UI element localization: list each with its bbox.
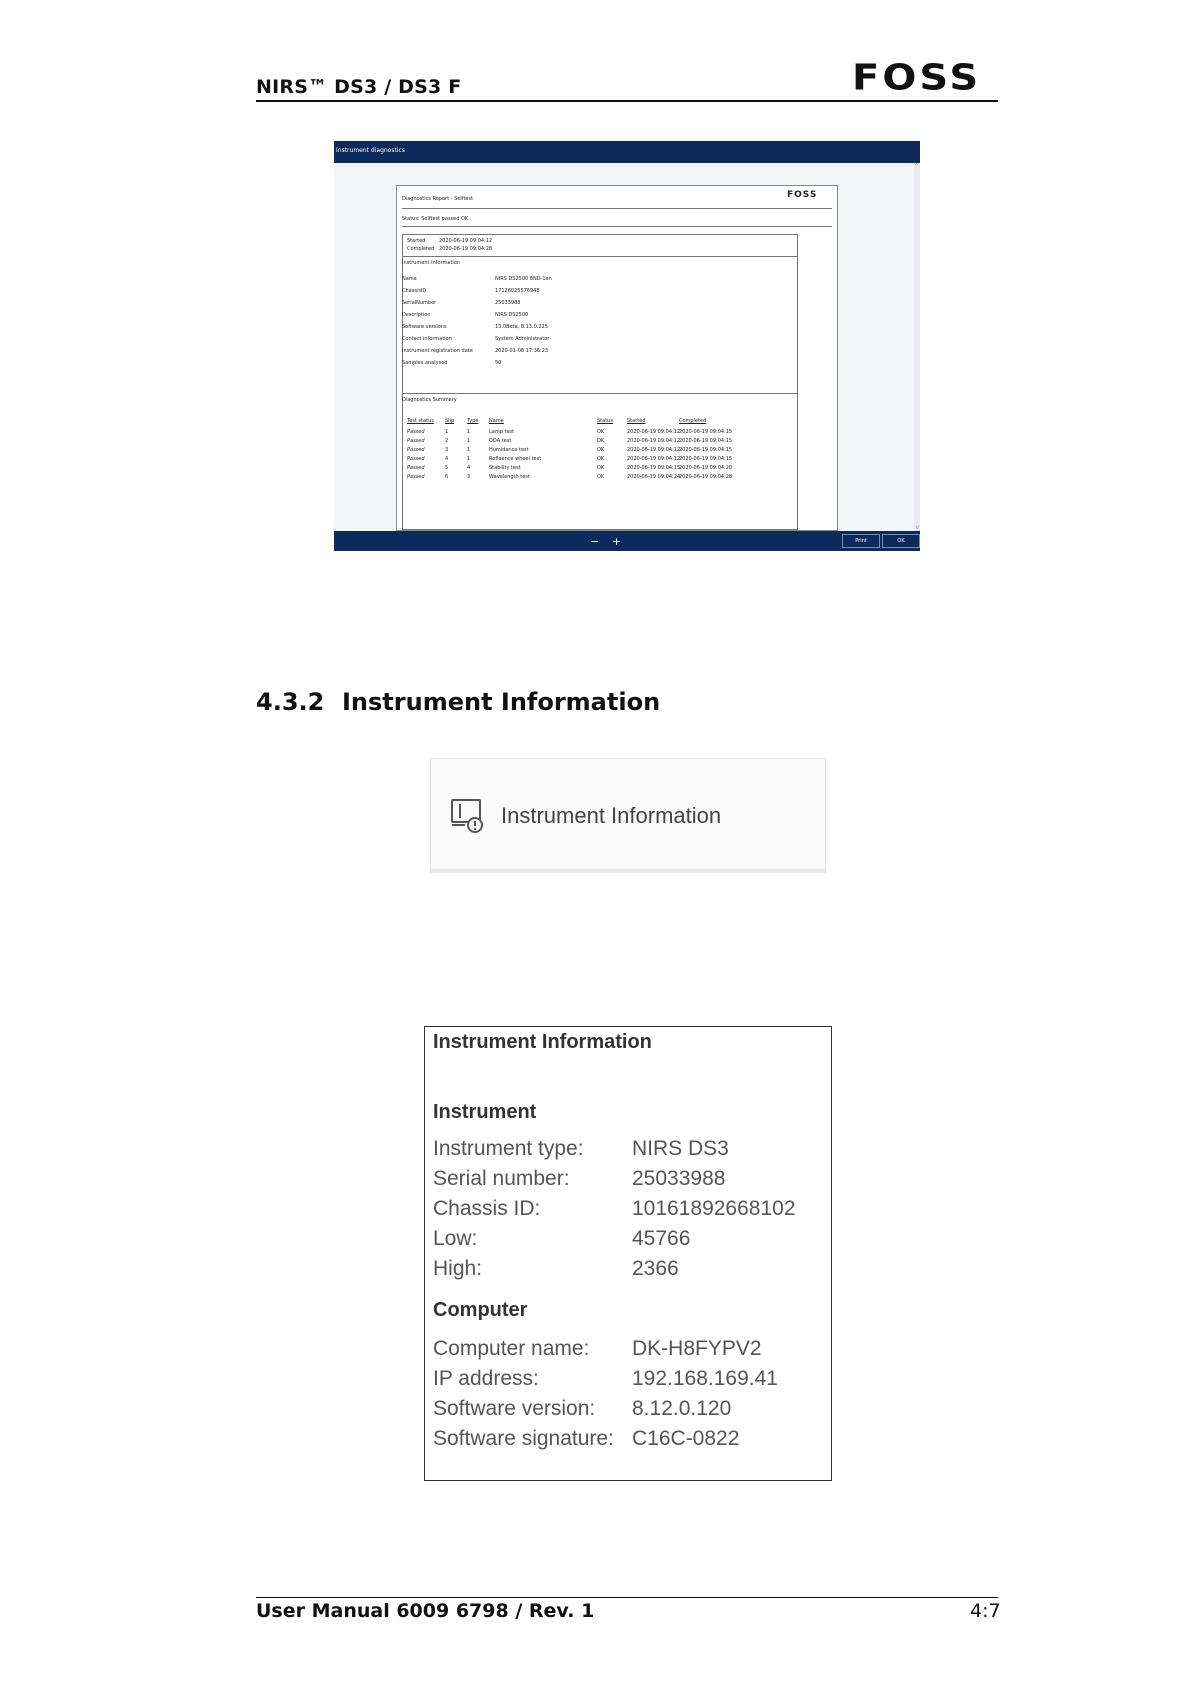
- report-divider: [402, 208, 832, 209]
- footer-page-number: 4:7: [970, 1600, 1001, 1622]
- zoom-out-icon[interactable]: −: [590, 535, 600, 548]
- info-row-value: DK-H8FYPV2: [632, 1337, 762, 1360]
- report-summary-cell: Passed: [407, 465, 425, 471]
- report-summary-cell: 1: [467, 447, 471, 453]
- report-summary-cell: OK: [597, 429, 605, 435]
- report-summary-cell: 2020-06-19 09:04:15: [679, 438, 733, 444]
- diagnostics-title-bar: [334, 141, 920, 163]
- report-summary-cell: Stability test: [489, 465, 521, 471]
- report-summary-header: Started: [627, 418, 646, 424]
- report-info-key: Name: [402, 276, 417, 282]
- running-header-title: NIRS™ DS3 / DS3 F: [256, 76, 462, 98]
- footer-manual-id: User Manual 6009 6798 / Rev. 1: [256, 1600, 595, 1622]
- report-summary-cell: 2020-06-19 09:04:24: [627, 474, 681, 480]
- foss-logo: FOSS: [852, 57, 982, 99]
- scroll-down-icon[interactable]: v: [915, 524, 919, 531]
- report-summary-cell: 6: [445, 474, 449, 480]
- report-summary-cell: 2: [445, 438, 449, 444]
- report-summary-cell: OK: [597, 456, 605, 462]
- report-summary-cell: 2020-06-19 09:04:12: [627, 456, 681, 462]
- report-summary-cell: 2020-06-19 09:04:12: [627, 429, 681, 435]
- report-info-value: 17126025576948: [495, 288, 540, 294]
- info-row-label: Low:: [433, 1227, 478, 1250]
- info-row-value: 25033988: [632, 1167, 726, 1190]
- report-summary-header: Test status: [407, 418, 434, 424]
- info-row-label: Software signature:: [433, 1427, 614, 1450]
- report-summary-cell: OK: [597, 474, 605, 480]
- report-summary-cell: 3: [467, 474, 471, 480]
- zoom-in-icon[interactable]: +: [612, 535, 622, 548]
- report-info-key: ChassisID: [402, 288, 427, 294]
- instrument-information-button-label: Instrument Information: [501, 803, 722, 828]
- info-row-label: High:: [433, 1257, 483, 1280]
- report-info-value: 2020-01-08 17:36:23: [495, 348, 549, 354]
- report-summary-cell: OK: [597, 438, 605, 444]
- info-row-value: 192.168.169.41: [632, 1367, 778, 1390]
- report-info-heading: Instrument Information: [402, 260, 461, 266]
- diagnostics-window-title: Instrument diagnostics: [336, 147, 405, 154]
- report-divider: [402, 393, 798, 394]
- scroll-up-icon[interactable]: ^: [913, 163, 919, 170]
- info-row-value: C16C-0822: [632, 1427, 740, 1450]
- report-summary-cell: 2020-06-19 09:04:15: [627, 465, 681, 471]
- report-summary-cell: 2020-06-19 09:04:15: [679, 447, 733, 453]
- report-info-value: NIRS DS2500: [495, 312, 529, 318]
- print-button[interactable]: Print: [842, 534, 880, 548]
- report-summary-header: Type: [467, 418, 479, 424]
- report-summary-cell: Humidance test: [489, 447, 529, 453]
- report-summary-cell: 2020-06-19 09:04:15: [679, 429, 733, 435]
- header-divider: [256, 100, 998, 102]
- section-number: 4.3.2: [256, 688, 325, 716]
- diagnostics-screenshot: [334, 141, 920, 551]
- report-summary-cell: 2020-06-19 09:04:28: [679, 474, 733, 480]
- report-divider: [402, 226, 832, 227]
- report-summary-cell: 1: [445, 429, 449, 435]
- report-info-key: Instrument registration date: [402, 348, 473, 354]
- footer-divider: [256, 1597, 998, 1598]
- started-label: Started: [407, 238, 426, 244]
- report-summary-cell: 2020-06-19 09:04:12: [627, 447, 681, 453]
- instrument-information-button[interactable]: [430, 758, 826, 873]
- panel-title: Instrument Information: [433, 1031, 652, 1053]
- instrument-information-panel: [424, 1026, 832, 1481]
- report-info-key: SerialNumber: [402, 300, 437, 306]
- report-summary-header: Status: [597, 418, 613, 424]
- section-title: Instrument Information: [342, 688, 661, 716]
- instrument-info-icon: [449, 797, 487, 835]
- report-summary-cell: 5: [445, 465, 449, 471]
- report-summary-header: Completed: [679, 418, 707, 424]
- report-summary-cell: 1: [467, 456, 471, 462]
- report-summary-cell: 2020-06-19 09:04:20: [679, 465, 733, 471]
- info-row-label: Instrument type:: [433, 1137, 584, 1160]
- report-summary-header: Slip: [445, 418, 455, 424]
- report-info-key: Description: [402, 312, 431, 318]
- report-info-key: Contact information: [402, 336, 452, 342]
- info-row-value: 10161892668102: [632, 1197, 796, 1220]
- report-summary-cell: Reflaence wheel test: [489, 456, 542, 462]
- report-summary-cell: 2020-06-19 09:04:15: [679, 456, 733, 462]
- report-summary-cell: 1: [467, 429, 471, 435]
- report-summary-cell: OK: [597, 447, 605, 453]
- info-row-value: 2366: [632, 1257, 679, 1280]
- report-info-value: NIRS DS2500 8ND-1en: [495, 276, 552, 282]
- report-info-key: Software versions: [402, 324, 447, 330]
- report-content-box: [402, 234, 798, 530]
- report-title: Diagnostics Report - Selftest: [402, 196, 474, 202]
- diagnostics-report-page: [396, 185, 838, 531]
- report-summary-cell: Passed: [407, 429, 425, 435]
- info-row-label: Software version:: [433, 1397, 596, 1420]
- info-row-label: Serial number:: [433, 1167, 570, 1190]
- started-value: 2020-06-19 09:04:12: [439, 238, 493, 244]
- report-summary-cell: 2020-06-19 09:04:12: [627, 438, 681, 444]
- completed-value: 2020-06-19 09:04:28: [439, 246, 493, 252]
- report-summary-cell: OK: [597, 465, 605, 471]
- report-status: Status: Selftest passed OK: [402, 216, 469, 222]
- info-row-value: 8.12.0.120: [632, 1397, 732, 1420]
- completed-label: Completed: [407, 246, 435, 252]
- report-summary-cell: 3: [445, 447, 449, 453]
- report-summary-cell: 4: [467, 465, 471, 471]
- info-row-label: Computer name:: [433, 1337, 590, 1360]
- report-summary-cell: Passed: [407, 438, 425, 444]
- info-row-label: Chassis ID:: [433, 1197, 541, 1220]
- diagnostics-scrollbar[interactable]: [914, 163, 920, 531]
- report-summary-cell: 1: [467, 438, 471, 444]
- report-summary-cell: ODA test: [489, 438, 512, 444]
- report-summary-cell: Wavelength test: [489, 474, 530, 480]
- report-info-key: Samples analysed: [402, 360, 448, 366]
- report-info-value: System Administrator: [495, 336, 550, 342]
- report-summary-cell: Passed: [407, 456, 425, 462]
- info-row-value: NIRS DS3: [632, 1137, 729, 1160]
- computer-heading: Computer: [433, 1299, 528, 1321]
- report-summary-cell: 4: [445, 456, 449, 462]
- report-divider: [402, 256, 798, 257]
- report-info-value: 13.0Beta, 8.13.0.225: [495, 324, 548, 330]
- info-row-label: IP address:: [433, 1367, 539, 1390]
- report-foss-logo: FOSS: [787, 190, 818, 200]
- diagnostics-bottom-bar: [334, 531, 920, 551]
- report-info-value: 50: [495, 360, 502, 366]
- report-summary-header: Name: [489, 418, 504, 424]
- report-summary-cell: Passed: [407, 474, 425, 480]
- instrument-heading: Instrument: [433, 1101, 537, 1123]
- report-summary-cell: Lamp test: [489, 429, 515, 435]
- info-row-value: 45766: [632, 1227, 691, 1250]
- ok-button[interactable]: OK: [882, 534, 920, 548]
- report-summary-heading: Diagnostics Summary: [402, 397, 457, 403]
- report-info-value: 25033988: [495, 300, 521, 306]
- report-summary-cell: Passed: [407, 447, 425, 453]
